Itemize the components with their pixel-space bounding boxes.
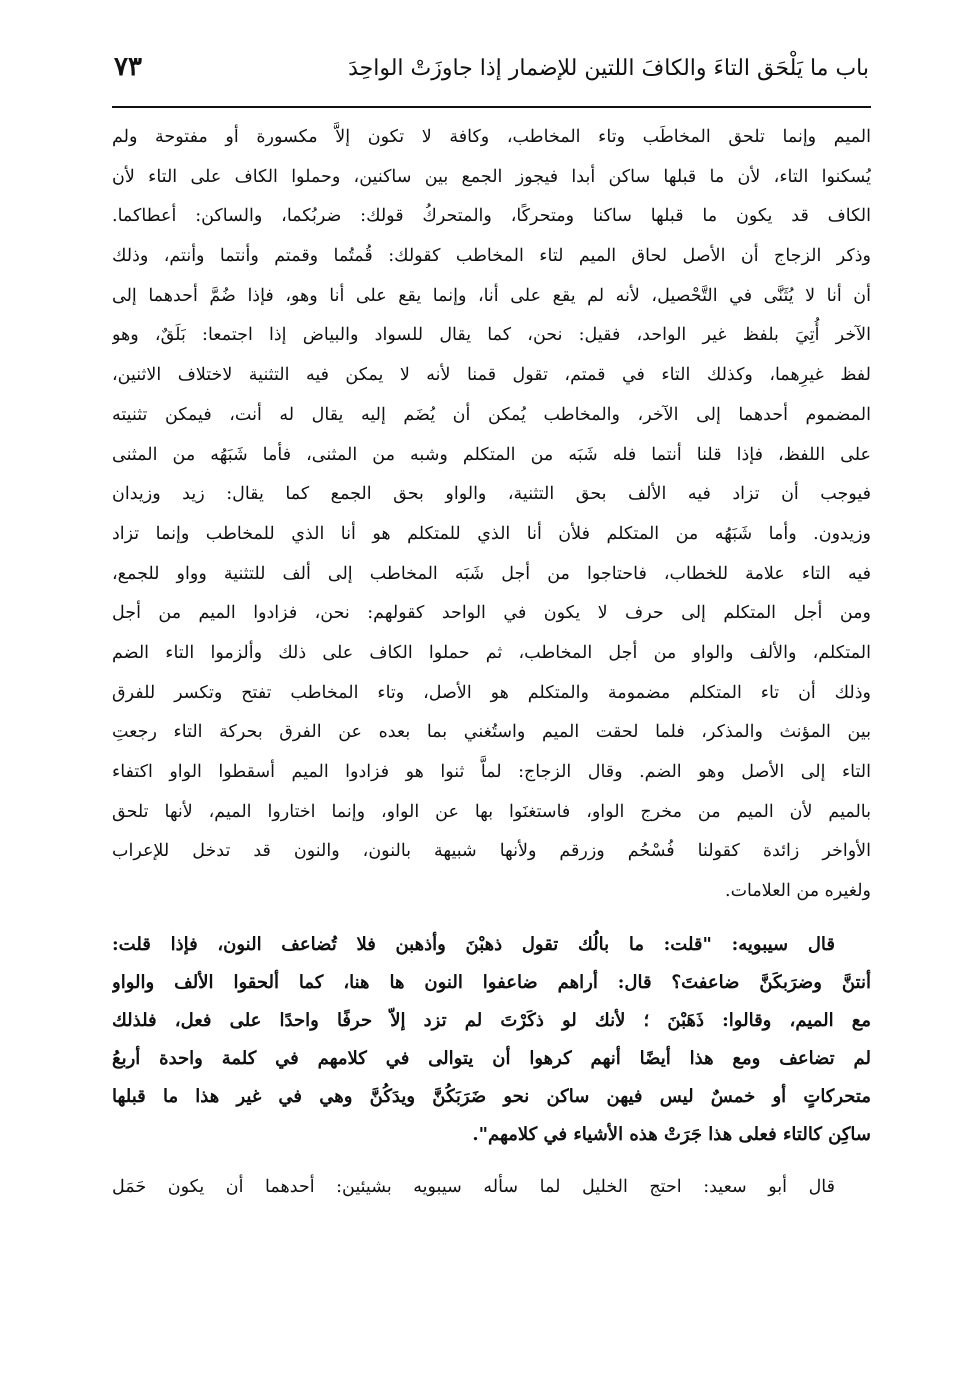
- text-line: مع الميم، وقالوا: ذَهَبْنَ ؛ لأنك لو ذكَرْتَ لم تزد إلاّ حرفًا واحدًا على فعل، فلذلك: [112, 1009, 871, 1031]
- text-line: فيه التاء علامة للخطاب، فاحتاجوا من أجل شَبَه المخاطب إلى ألف للتثنية وواو للجمع،: [112, 563, 871, 584]
- text-line: فيوجب أن تزاد فيه الألف بحق التثنية، والواو بحق الجمع كما يقال: زيد وزيدان: [112, 484, 871, 505]
- text-line: على اللفظ، فإذا قلنا أنتما فله شَبَه من المتكلم وشبه من المثنى، فأما شَبَهُه من المثنى: [112, 444, 871, 465]
- page-number: ٧٣: [114, 52, 142, 82]
- text-line: متحركاتٍ أو خمسٌ ليس فيهن ساكن نحو ضَرَبَكُنَّ ويدَكُنَّ وهي في غير هذا ما قبلها: [112, 1085, 871, 1107]
- text-line: لفظ غيرِهما، وكذلك التاء في قمتم، تقول قمنا لأنه لا يمكن فيه التثنية لاختلاف الاثنين،: [112, 365, 871, 386]
- text-line: وزيدون. وأما شَبَهُه من المتكلم فلأن أنا الذي للمتكلم هو أنا الذي للمخاطب وإنما تزاد: [112, 523, 871, 544]
- text-line: يُسكنوا التاء، لأن ما قبلها ساكن أبدا فيجوز الجمع بين ساكنين، وحملوا الكاف على التاء لأن: [112, 166, 871, 187]
- text-line: الأواخر زائدة كقولنا فُسْحُم وزرقم ولأنها شبيهة بالنون، والنون قد تدخل للإعراب: [112, 841, 871, 862]
- paragraph-4: [112, 1168, 871, 1208]
- text-line: وذلك أن تاء المتكلم مضمومة والمتكلم هو الأصل، وتاء المخاطب تفتح وتكسر للفرق: [112, 682, 871, 703]
- text-line: الميم وإنما تلحق المخاطَب وتاء المخاطب، وكافة لا تكون إلاَّ مكسورة أو مفتوحة ولم: [112, 127, 871, 147]
- text-line: التاء إلى الأصل وهو الضم. وقال الزجاج: لماَّ ثنوا هو فزادوا الميم أسقطوا الواو اكتفاء: [112, 762, 871, 782]
- running-header: [112, 52, 871, 108]
- text-line: أنتنَّ وضرَبكَنَّ ضاعفتَ؟ قال: أراهم ضاعفوا النون ها هنا، كما ألحقوا الألف والواو: [112, 971, 871, 993]
- text-line: ومن أجل المتكلم إلى حرف لا يكون في الواحد كقولهم: نحن، فزادوا الميم من أجل: [112, 603, 871, 624]
- paragraph-1: [112, 118, 871, 237]
- text-line: ساكِن كالتاء فعلى هذا جَرَتْ هذه الأشياء في كلامهم".: [472, 1123, 871, 1145]
- text-line: الآخر أُتِيَ بلفظ غير الواحد، فقيل: نحن، كما يقال للسواد والبياض إذا اجتمعا: بَلَقٌ، وهو: [112, 325, 871, 346]
- text-line: بالميم لأن الميم من مخرج الواو، فاستغنَوا بها عن الواو، وإنما اختاروا الميم، لأنها تلحق: [112, 801, 871, 822]
- sibawayh-quotation: [112, 926, 871, 1154]
- text-line: وذكر الزجاج أن الأصل لحاق الميم لتاء المخاطب كقولك: قُمتُما وقمتم وأنتما وأنتم، وذلك: [112, 246, 871, 267]
- text-line: بين المؤنث والمذكر، فلما لحقت الميم واستُغني بما بعده عن الفرق بحركة التاء رجعتِ: [112, 722, 871, 743]
- text-line: المتكلم، والألف والواو من أجل المخاطب، ثم حملوا الكاف على ذلك وألزموا التاء الضم: [112, 642, 871, 663]
- chapter-title: باب ما يَلْحَق التاءَ والكافَ اللتين للإضمار إذا جاوزَتْ الواحِدَ: [348, 56, 869, 81]
- text-line: الكاف قد يكون ما قبلها ساكنا ومتحركًا، والمتحركُ قولك: ضربُكما، والساكن: أعطاكما.: [112, 206, 871, 227]
- text-line: أن أنا لا يُثَنَّى في التَّحْصيل، لأنه لم يقع على أنا، وإنما يقع على أنا وهو، فإذا ضُمَّ أحدهما إلى: [112, 285, 871, 306]
- paragraph-2: [112, 237, 871, 912]
- text-line: لم تضاعف ومع هذا أيضًا أنهم كرهوا أن يتوالى في كلامهم في كلمة واحدة أربعُ: [112, 1047, 871, 1069]
- text-line: قال سيبويه: "قلت: ما بالُك تقول ذهبْنَ وأذهبن فلا تُضاعف النون، فإذا قلت:: [112, 933, 835, 955]
- page-body: [112, 118, 871, 1207]
- text-line: المضموم أحدهما إلى الآخر، والمخاطب يُمكن أن يُضَم إليه يقال له أنت، فيمكن تثنيته: [112, 404, 871, 425]
- text-line: قال أبو سعيد: احتج الخليل لما سأله سيبويه بشيئين: أحدهما أن يكون حَمَل: [112, 1176, 835, 1197]
- text-line: ولغيره من العلامات.: [725, 881, 871, 902]
